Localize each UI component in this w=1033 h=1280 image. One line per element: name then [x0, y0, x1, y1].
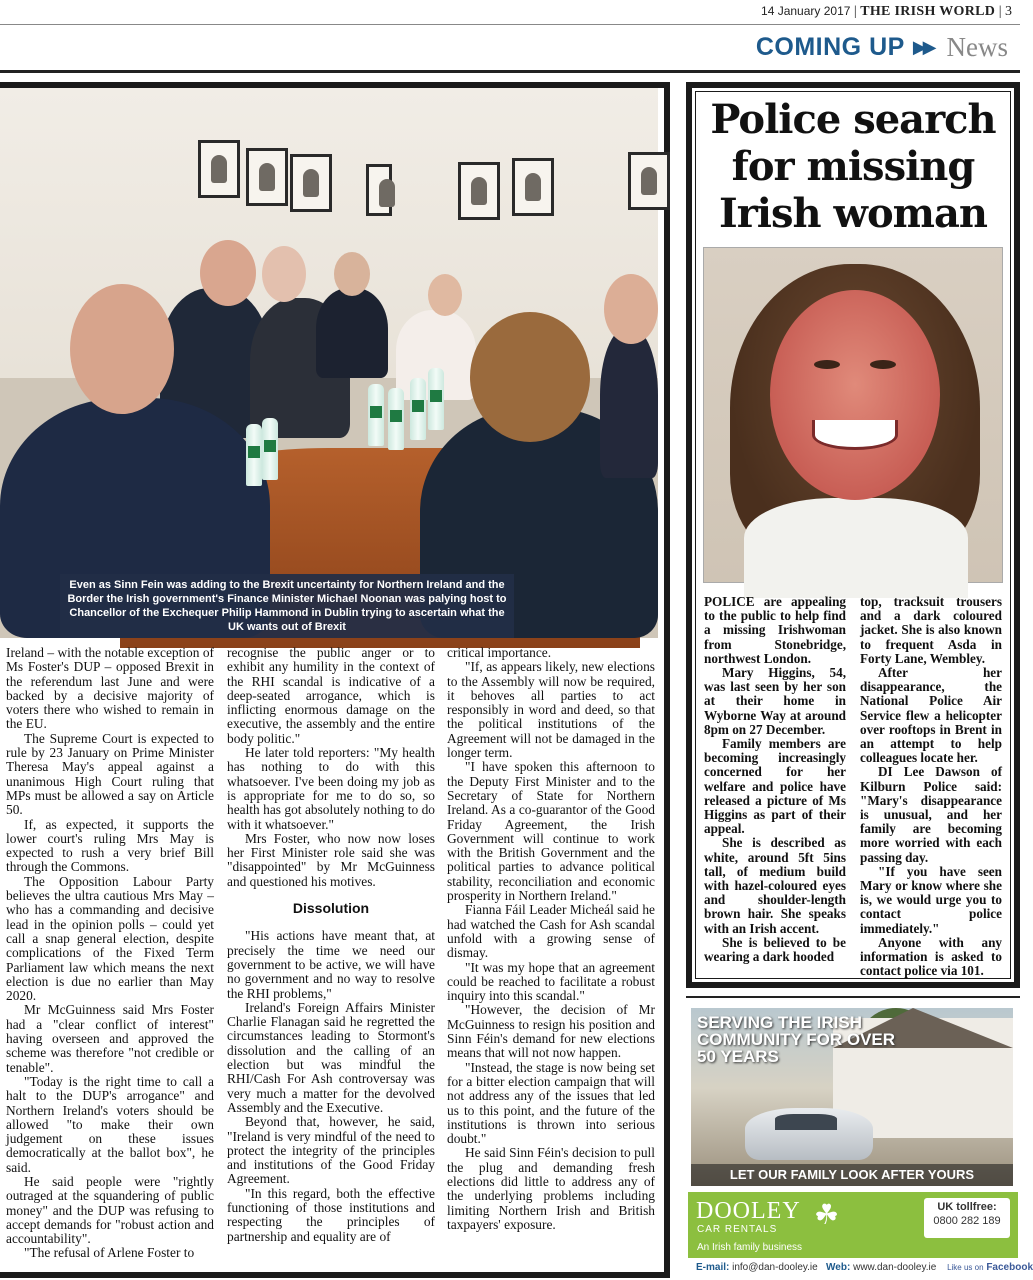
paragraph: She is described as white, around 5ft 5ins tall, of medium build with hazel-coloured eyes and shoulder-length brown hair. She speaks with an Irish accent. [704, 835, 846, 936]
water-bottle [428, 368, 444, 430]
email-link[interactable]: info@dan-dooley.ie [732, 1262, 818, 1273]
dooley-car-rentals-ad[interactable] [688, 1192, 1033, 1278]
person-head [70, 284, 174, 414]
dooley-logo-text: DOOLEY [696, 1198, 801, 1224]
double-arrow-icon: ▶▶ [912, 37, 933, 58]
article-columns [6, 646, 656, 1276]
facebook-icon[interactable] [947, 1258, 1033, 1278]
article-column-3 [447, 646, 655, 1232]
missing-woman-story [686, 82, 1020, 988]
masthead-separator: | [850, 4, 861, 19]
photo-face [770, 290, 940, 500]
story-columns [700, 594, 1006, 979]
photo-caption-text: Even as Sinn Fein was adding to the Brexit uncertainty for Northern Ireland and the Border the Irish government's Finance Minister Michael Noonan was palying host to Chancellor of the Exchequer Philip Hammond in Dublin trying to ascertain what the UK wants out of Brexit [67, 579, 507, 633]
paragraph: "Today is the right time to call a halt to the DUP's arrogance" and Northern Ireland's voters should be allowed "to make their own judgement on these issues democratically at the ballot box", he said. [6, 1073, 214, 1175]
person-head [200, 240, 256, 306]
paragraph: Mrs Foster, who now now loses her First Minister role said she was "disappointed" by Mr McGuinness and questioned his motives. [227, 830, 435, 889]
paragraph: Ireland's Foreign Affairs Minister Charlie Flanagan said he regretted the circumstances leading to Stormont's dissolution and the calling of an election but was mindful the RHI/Cash For Ash controversay was very much a matter for the devolved Assembly and the Executive. [227, 999, 435, 1115]
water-bottle [368, 384, 384, 446]
portrait-frame [512, 158, 554, 216]
paragraph: Family members are becoming increasingly concerned for her welfare and police have released a picture of Ms Higgins as part of their appeal. [704, 736, 846, 837]
paragraph: POLICE are appealing to the public to help find a missing Irishwoman from Stonebridge, northwest London. [704, 594, 846, 666]
person-head [334, 252, 370, 296]
paragraph: "If you have seen Mary or know where she is, we would urge you to contact police immediately." [860, 863, 1002, 936]
photo-eye [870, 360, 896, 369]
portrait-frame [290, 154, 332, 212]
paragraph: Anyone with any information is asked to contact police via 101. [860, 934, 1002, 979]
water-bottle [410, 378, 426, 440]
story-column-2 [860, 595, 1002, 978]
person-head [470, 312, 590, 442]
photo-eye [814, 360, 840, 369]
paragraph: The Supreme Court is expected to rule by 23 January on Prime Minister Theresa May's appeal against a unanimous High Court ruling that MPs must be allowed a say on Article 50. [6, 730, 214, 818]
paragraph: "If, as appears likely, new elections to the Assembly will now be required, it behoves all parties to act responsibly in word and deed, so that the political institutions of the Agreement will not be damaged in the longer term. [447, 659, 655, 761]
story-column-1 [704, 595, 846, 964]
missing-woman-photo [703, 247, 1003, 583]
portrait-frame [366, 164, 392, 216]
person [600, 328, 658, 478]
serving-irish-ad[interactable] [691, 1008, 1013, 1186]
paragraph: After her disappearance, the National Police Air Service flew a helicopter over rooftops in Brent in an attempt to help colleagues locate her. [860, 665, 1002, 766]
paragraph: Mr McGuinness said Mrs Foster had a "clear conflict of interest" having overseen and approved the scheme was therefore "not credible or tenable". [6, 1002, 214, 1075]
paragraph: She is believed to be wearing a dark hooded [704, 934, 846, 965]
article-column-2 [227, 646, 435, 1244]
section-rule [0, 70, 1020, 73]
paragraph: He said Sinn Féin's decision to pull the plug and demanding fresh elections did little to address any of the underlying problems including limiting Northern Irish and British taxpayers' exposure. [447, 1145, 655, 1232]
web-label: Web: [826, 1262, 851, 1273]
paragraph: He later told reporters: "My health has nothing to do with this whatsoever. I've been doing my job as is appropriate for me to do so, so health has got absolutely nothing to do with it whatsoever." [227, 745, 435, 832]
masthead [761, 4, 1012, 20]
dooley-tagline: An Irish family business [697, 1242, 803, 1253]
section-title: COMING UP [755, 33, 905, 61]
portrait-frame [458, 162, 500, 220]
ad-divider [686, 996, 1020, 998]
paragraph: Fianna Fáil Leader Micheál said he had watched the Cash for Ash scandal unfold with a growing sense of dismay. [447, 902, 655, 961]
person-head [262, 246, 306, 302]
person-head [604, 274, 658, 344]
page-separator: | [995, 4, 1005, 19]
ad-footer: LET OUR FAMILY LOOK AFTER YOURS [691, 1164, 1013, 1186]
issue-date: 14 January 2017 [761, 4, 851, 18]
facebook-label: Facebook [986, 1262, 1033, 1273]
water-bottle [246, 424, 262, 486]
dooley-subbrand: CAR RENTALS [697, 1224, 778, 1235]
paragraph: The Opposition Labour Party believes the ultra cautious Mrs May – who has a commanding and decisive lead in the opinion polls – could yet call a snap general election, despite complications of the Fixed Term Parliament law which means the next election is due no earlier than May 2020. [6, 873, 214, 1004]
paragraph: Beyond that, however, he said, "Ireland is very mindful of the need to protect the integrity of the principles and institutions of the Good Friday Agreement. [227, 1114, 435, 1187]
paragraph: top, tracksuit trousers and a dark coloured jacket. She is also known to frequent Asda in Forty Lane, Wembley. [860, 594, 1002, 666]
web-link[interactable]: www.dan-dooley.ie [853, 1262, 937, 1273]
paragraph: "His actions have meant that, at precisely the time we need our government to be active, we will have no government and no way to resolve the RHI problems," [227, 928, 435, 1001]
ad-title: SERVING THE IRISH COMMUNITY FOR OVER 50 YEARS [697, 1013, 896, 1066]
person-head [428, 274, 462, 316]
paragraph: "However, the decision of Mr McGuinness to resign his position and Sinn Féin's demand for new elections means that will not now happen. [447, 1002, 655, 1061]
paragraph: "Instead, the stage is now being set for a bitter election campaign that will not address any of the issues that led us to this point, and the future of the institutions is thrown into serious doubt." [447, 1059, 655, 1147]
subheading: Dissolution [292, 900, 370, 917]
paragraph: critical importance. [447, 645, 552, 660]
portrait-frame [628, 152, 670, 210]
photo-smile [812, 420, 898, 450]
header-rule [0, 24, 1020, 25]
tollfree-number: 0800 282 189 [933, 1215, 1001, 1227]
section-bar [756, 32, 1008, 63]
paragraph: Mary Higgins, 54, was last seen by her son at their home in Wyborne Way at around 8pm on 27 December. [704, 665, 846, 737]
paragraph: "It was my hope that an agreement could be reached to facilitate a robust inquiry into this scandal." [447, 959, 655, 1004]
meeting-photo [0, 88, 658, 638]
story-headline: Police search for missing Irish woman [710, 96, 996, 237]
paragraph: "I have spoken this afternoon to the Deputy First Minister and to the Secretary of State for Northern Ireland. As a co-guarantor of the Good Friday Agreement, the Irish Government will continue to work with the British Government and the political parties to advance political stability, reconciliation and economic prosperity in Northern Ireland." [447, 759, 655, 904]
publication-name: THE IRISH WORLD [860, 4, 996, 19]
photo-clothing [744, 498, 968, 598]
tollfree-box [924, 1198, 1010, 1238]
paragraph: "The refusal of Arlene Foster to [24, 1245, 195, 1261]
tollfree-label: UK tollfree: [937, 1201, 997, 1213]
facebook-like-text: Like us on [947, 1263, 984, 1272]
shamrock-icon: ☘ [814, 1199, 840, 1230]
ad-car [745, 1108, 873, 1160]
email-label: E-mail: [696, 1262, 730, 1273]
water-bottle [388, 388, 404, 450]
paragraph: "In this regard, both the effective functioning of those institutions and respecting the principles of partnership and equality are of [227, 1185, 435, 1244]
paragraph: recognise the public anger or to exhibit any humility in the context of the RHI scandal is indicative of a deep-seated arrogance, which is inflicting enormous damage on the executive, the assembly and the entire body politic." [227, 645, 435, 746]
portrait-frame [198, 140, 240, 198]
paragraph: If, as expected, it supports the lower court's ruling Mrs May is expected to rush a very brief Bill through the Commons. [6, 816, 214, 875]
page-number: 3 [1005, 4, 1012, 19]
paragraph: DI Lee Dawson of Kilburn Police said: "Mary's disappearance is unusual, and her family are becoming more worried with each passing day. [860, 764, 1002, 865]
paragraph: He said people were "rightly outraged at the squandering of public money" and the DUP was refusing to accept demands for "robust action and accountability". [6, 1173, 214, 1247]
portrait-frame [246, 148, 288, 206]
main-story [0, 82, 670, 1278]
person [316, 288, 388, 378]
dooley-contact [688, 1258, 1033, 1278]
photo-caption [60, 574, 514, 638]
water-bottle [262, 418, 278, 480]
article-column-1 [6, 646, 214, 1261]
section-label: News [946, 32, 1008, 62]
paragraph: Ireland – with the notable exception of Ms Foster's DUP – opposed Brexit in the referendum last June and were backed by a decisive majority of voters there who wished to remain in the EU. [6, 645, 214, 732]
